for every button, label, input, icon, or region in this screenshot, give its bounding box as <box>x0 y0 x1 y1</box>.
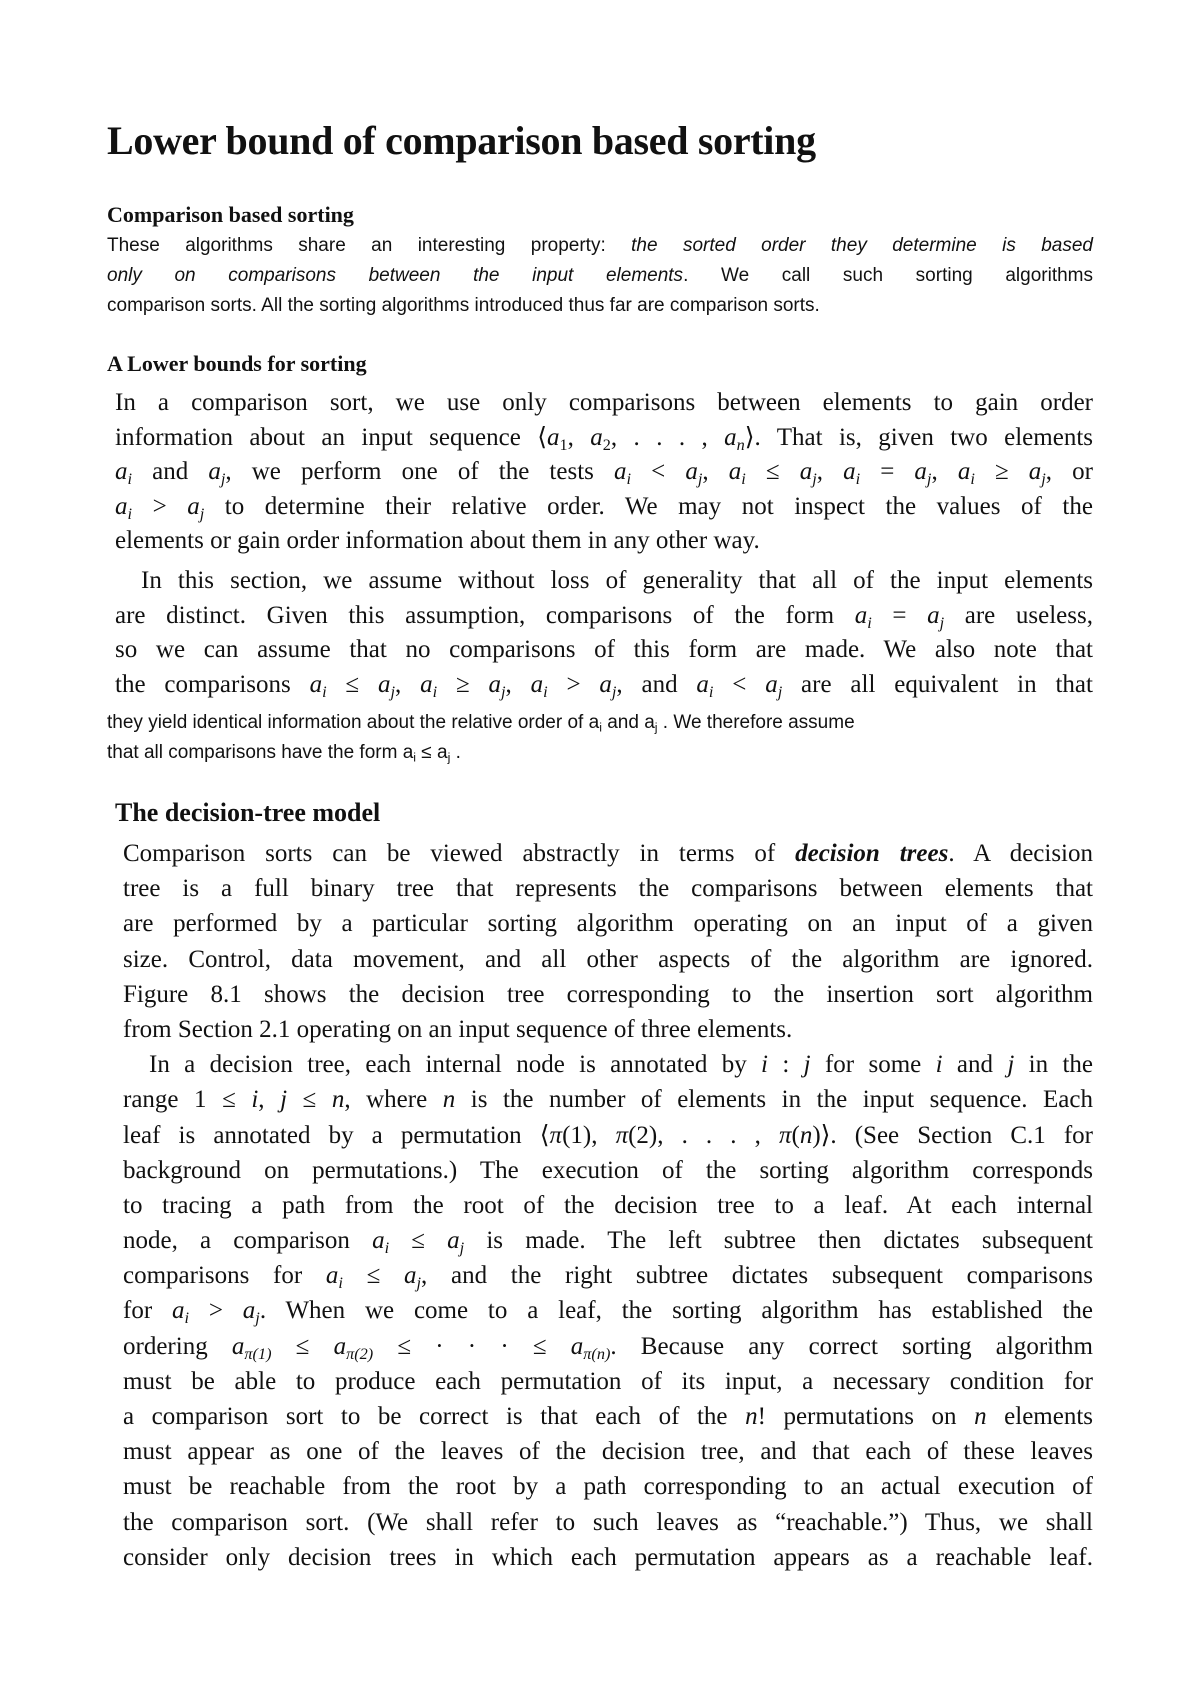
text-run: ≤ <box>389 1227 448 1255</box>
text-run: In a comparison sort, we use only comparisons between elements to gain order <box>115 389 1093 416</box>
math-symbol: a <box>599 670 612 698</box>
math-subscript: j <box>459 1238 465 1257</box>
math-subscript: π(1) <box>244 1344 272 1363</box>
text-run: must appear as one of the leaves of the decision tree, and that each of these leaves <box>123 1438 1093 1466</box>
text-run: , and the right subtree dictates subsequent comparisons <box>421 1262 1093 1290</box>
text-line <box>123 1188 1093 1223</box>
text-run: are useless, <box>944 601 1093 629</box>
math-symbol: a <box>927 601 940 629</box>
text-run: and <box>942 1051 1008 1079</box>
math-subscript: i <box>322 682 327 701</box>
math-symbol: π <box>549 1121 563 1149</box>
math-subscript: i <box>413 750 417 765</box>
math-symbol: a <box>447 1227 460 1255</box>
text-line <box>115 455 1093 490</box>
text-run: ≤ <box>342 1262 405 1290</box>
math-symbol: a <box>765 670 778 698</box>
math-subscript: j <box>926 469 932 488</box>
math-subscript: i <box>855 469 861 488</box>
math-subscript: j <box>812 469 817 488</box>
text-run: consider only decision trees in which each permutation appears as a reachable leaf. <box>123 1543 1093 1571</box>
text-run: leaf is annotated by a permutation ⟨ <box>123 1121 550 1149</box>
math-symbol: a <box>685 458 698 485</box>
math-symbol: j <box>1007 1051 1015 1079</box>
text-run: node, a comparison <box>123 1227 373 1255</box>
text-line <box>123 1329 1093 1364</box>
text-run: Comparison sorts can be viewed abstractly in terms of <box>123 840 796 867</box>
text-run: ≤ <box>287 1086 332 1114</box>
math-subscript: π(n) <box>583 1344 611 1363</box>
math-subscript: j <box>199 504 205 523</box>
text-run: a comparison sort to be correct is that each of the <box>123 1403 746 1430</box>
text-run: , <box>931 458 958 485</box>
math-subscript: i <box>127 469 133 488</box>
text-run: ordering <box>123 1332 232 1360</box>
text-line <box>123 1047 1093 1082</box>
math-subscript: i <box>599 720 602 735</box>
text-run: and <box>132 458 209 485</box>
text-line <box>123 871 1093 906</box>
text-line <box>115 386 1093 421</box>
text-run: . We therefore assume <box>657 712 855 733</box>
math-subscript: i <box>970 469 975 488</box>
text-run: . <box>450 742 461 763</box>
text-run: elements or gain order information about them in any other way. <box>115 527 760 554</box>
text-run: , where <box>344 1086 443 1114</box>
text-run: to determine their relative order. We may not inspect the values of the <box>204 492 1093 520</box>
text-run: , <box>505 670 531 698</box>
text-run: for <box>123 1297 172 1325</box>
paragraph-distinct-assumption <box>115 564 1093 702</box>
paragraph-decision-tree <box>123 836 1093 1575</box>
heading-decision-tree-model: The decision-tree model <box>115 798 381 827</box>
math-subscript: j <box>255 1309 260 1328</box>
text-line <box>123 1223 1093 1258</box>
text-run: for some <box>810 1051 936 1079</box>
paragraph-comparison-tests <box>115 386 1093 559</box>
text-line <box>115 524 1093 559</box>
text-line <box>115 564 1093 599</box>
math-symbol: a <box>854 601 868 629</box>
text-run: the comparison sort. (We shall refer to such leaves as “reachable.”) Thus, we shall <box>123 1508 1093 1536</box>
text-run: information about an input sequence ⟨ <box>115 423 547 451</box>
text-line <box>107 738 1093 768</box>
text-run: , and <box>616 670 697 698</box>
text-run: (1), <box>562 1121 616 1149</box>
math-subscript: i <box>741 469 746 488</box>
math-subscript: j <box>447 750 451 765</box>
text-run: and a <box>601 712 655 733</box>
math-symbol: a <box>546 423 560 451</box>
text-run: ≥ <box>974 458 1029 485</box>
math-symbol: a <box>372 1227 385 1255</box>
math-symbol: only on comparisons between the input elements <box>107 265 684 286</box>
text-run: In this section, we assume without loss of generality that all of the input elements <box>141 567 1093 594</box>
text-run: ⟩. That is, given two elements <box>744 423 1093 451</box>
text-run: (2), . . . , <box>628 1121 779 1149</box>
math-symbol: a <box>728 458 742 485</box>
text-line <box>115 599 1093 634</box>
text-run: < <box>713 670 766 698</box>
text-run: comparison sorts. All the sorting algorithms introduced thus far are comparison sorts. <box>107 295 820 316</box>
emphasis-term: decision trees <box>795 840 949 867</box>
text-run: These algorithms share an interesting property: <box>107 235 632 256</box>
math-symbol: a <box>530 670 544 698</box>
math-symbol: a <box>242 1297 256 1325</box>
text-run: . When we come to a leaf, the sorting algorithm has established the <box>259 1297 1094 1325</box>
math-subscript: i <box>543 682 548 701</box>
math-subscript: i <box>127 504 133 523</box>
math-symbol: a <box>1028 458 1042 485</box>
paragraph-comparison-sorts <box>107 231 1093 321</box>
math-symbol: n <box>799 1121 813 1149</box>
text-run: is the number of elements in the input sequence. Each <box>455 1086 1093 1114</box>
text-line <box>123 1364 1093 1399</box>
math-symbol: a <box>377 670 391 698</box>
math-subscript: i <box>432 682 438 701</box>
text-run: )⟩. (See Section C.1 for <box>812 1121 1093 1149</box>
math-subscript: i <box>626 469 631 488</box>
text-run: to tracing a path from the root of the decision tree to a leaf. At each internal <box>123 1191 1093 1219</box>
text-run: ! permutations on <box>757 1403 975 1430</box>
text-run: , <box>567 423 591 451</box>
text-run: size. Control, data movement, and all other aspects of the algorithm are ignored. <box>123 945 1093 973</box>
math-subscript: j <box>416 1274 422 1293</box>
text-run: from Section 2.1 operating on an input sequence of three elements. <box>123 1015 793 1043</box>
math-subscript: j <box>697 469 703 488</box>
text-line <box>123 1505 1093 1540</box>
text-run: = <box>871 601 928 629</box>
text-run: ≤ <box>271 1332 334 1360</box>
math-symbol: a <box>187 492 200 520</box>
math-symbol: n <box>331 1086 345 1114</box>
math-subscript: i <box>384 1238 390 1257</box>
text-run: must be reachable from the root by a path corresponding to an actual execution of <box>123 1473 1093 1501</box>
text-run: > <box>189 1297 243 1325</box>
text-run: ≤ <box>745 458 800 485</box>
text-line <box>115 421 1093 456</box>
math-subscript: j <box>777 682 783 701</box>
text-run: comparisons for <box>123 1262 326 1290</box>
math-symbol: a <box>914 458 927 485</box>
math-symbol: a <box>420 670 433 698</box>
page-title: Lower bound of comparison based sorting <box>107 118 816 163</box>
text-run: . A decision <box>948 840 1094 867</box>
text-line <box>123 942 1093 977</box>
math-symbol: j <box>280 1086 288 1114</box>
math-subscript: i <box>338 1274 343 1293</box>
math-subscript: π(2) <box>346 1344 374 1363</box>
text-run: , <box>258 1086 281 1114</box>
math-subscript: 1 <box>559 435 568 454</box>
text-run: is made. The left subtree then dictates subsequent <box>464 1227 1093 1255</box>
paragraph-equivalent-comparisons <box>107 708 1093 768</box>
text-line <box>123 1293 1093 1328</box>
text-line <box>123 1012 1093 1047</box>
math-symbol: a <box>957 458 971 485</box>
text-run: ( <box>791 1121 800 1149</box>
text-run: Figure 8.1 shows the decision tree corresponding to the insertion sort algorithm <box>123 980 1093 1008</box>
math-symbol: i <box>761 1051 768 1079</box>
text-run: background on permutations.) The execution of the sorting algorithm corresponds <box>123 1156 1093 1184</box>
math-symbol: a <box>115 458 128 485</box>
math-subscript: i <box>184 1309 190 1328</box>
math-symbol: a <box>208 458 221 485</box>
math-symbol: a <box>613 458 627 485</box>
math-symbol: i <box>935 1051 943 1079</box>
text-run: they yield identical information about the relative order of a <box>107 712 600 733</box>
text-line <box>123 1434 1093 1469</box>
text-run: tree is a full binary tree that represents the comparisons between elements that <box>123 875 1093 903</box>
math-subscript: j <box>939 613 945 632</box>
text-run: ≤ a <box>416 742 448 763</box>
text-run: > <box>547 670 600 698</box>
text-run: , <box>395 670 421 698</box>
text-run: , . . . , <box>610 423 725 451</box>
text-run: must be able to produce each permutation of its input, a necessary condition for <box>123 1367 1093 1395</box>
math-symbol: π <box>615 1121 629 1149</box>
math-symbol: a <box>309 670 323 698</box>
math-subscript: 2 <box>602 435 611 454</box>
text-line <box>123 836 1093 871</box>
text-run: are all equivalent in that <box>782 670 1093 698</box>
text-line <box>123 1082 1093 1117</box>
text-run: < <box>631 458 686 485</box>
math-subscript: n <box>736 435 745 454</box>
math-subscript: i <box>867 613 872 632</box>
text-run: , <box>816 458 844 485</box>
math-symbol: π <box>778 1121 792 1149</box>
text-run: , we perform one of the tests <box>225 458 614 485</box>
text-line <box>123 1118 1093 1153</box>
text-run: range 1 ≤ <box>123 1086 252 1114</box>
text-run: , or <box>1045 458 1093 485</box>
text-line <box>123 906 1093 941</box>
text-run: : <box>768 1051 804 1079</box>
text-run: ≤ <box>326 670 378 698</box>
math-symbol: a <box>333 1332 347 1360</box>
math-subscript: j <box>390 682 395 701</box>
math-subscript: j <box>220 469 226 488</box>
text-line <box>123 1399 1093 1434</box>
math-symbol: a <box>843 458 856 485</box>
text-line <box>107 291 1093 321</box>
math-subscript: j <box>611 682 617 701</box>
math-symbol: a <box>799 458 813 485</box>
math-symbol: a <box>404 1262 417 1290</box>
math-symbol: n <box>745 1403 758 1430</box>
text-run: elements <box>986 1403 1094 1430</box>
math-symbol: j <box>803 1051 811 1079</box>
math-subscript: j <box>501 682 506 701</box>
text-run: , <box>702 458 729 485</box>
text-line <box>107 231 1093 261</box>
text-line <box>115 668 1093 703</box>
math-symbol: a <box>231 1332 245 1360</box>
math-subscript: j <box>1041 469 1046 488</box>
math-symbol: a <box>115 492 128 520</box>
math-symbol: a <box>570 1332 584 1360</box>
text-line <box>123 1469 1093 1504</box>
text-run: In a decision tree, each internal node is annotated by <box>149 1051 762 1079</box>
math-symbol: a <box>696 670 709 698</box>
text-run: = <box>860 458 915 485</box>
heading-comparison-based-sorting: Comparison based sorting <box>107 202 354 227</box>
math-symbol: the sorted order they determine is based <box>631 235 1093 256</box>
math-symbol: a <box>488 670 501 698</box>
text-run: ≤ · · · ≤ <box>373 1332 571 1360</box>
text-line <box>123 1540 1093 1575</box>
math-symbol: a <box>172 1297 185 1325</box>
math-symbol: n <box>974 1403 987 1430</box>
text-run: in the <box>1014 1051 1093 1079</box>
text-line <box>115 633 1093 668</box>
heading-lower-bounds: A Lower bounds for sorting <box>107 351 367 376</box>
math-subscript: i <box>708 682 714 701</box>
text-line <box>115 490 1093 525</box>
text-line <box>123 1153 1093 1188</box>
text-line <box>107 708 1093 738</box>
text-run: ≥ <box>437 670 489 698</box>
math-symbol: a <box>325 1262 339 1290</box>
math-subscript: j <box>654 720 658 735</box>
math-symbol: a <box>590 423 603 451</box>
text-run: are performed by a particular sorting algorithm operating on an input of a given <box>123 910 1093 938</box>
text-run: are distinct. Given this assumption, comparisons of the form <box>115 601 855 629</box>
text-run: so we can assume that no comparisons of this form are made. We also note that <box>115 636 1093 663</box>
text-line <box>107 261 1093 291</box>
text-run: the comparisons <box>115 670 310 698</box>
text-line <box>123 1258 1093 1293</box>
math-symbol: i <box>251 1086 259 1114</box>
text-run: that all comparisons have the form a <box>107 742 414 763</box>
math-symbol: n <box>442 1086 456 1114</box>
text-line <box>123 977 1093 1012</box>
text-run: . We call such sorting algorithms <box>683 265 1093 286</box>
text-run: > <box>132 492 188 520</box>
text-run: . Because any correct sorting algorithm <box>610 1332 1093 1360</box>
math-symbol: a <box>724 423 737 451</box>
